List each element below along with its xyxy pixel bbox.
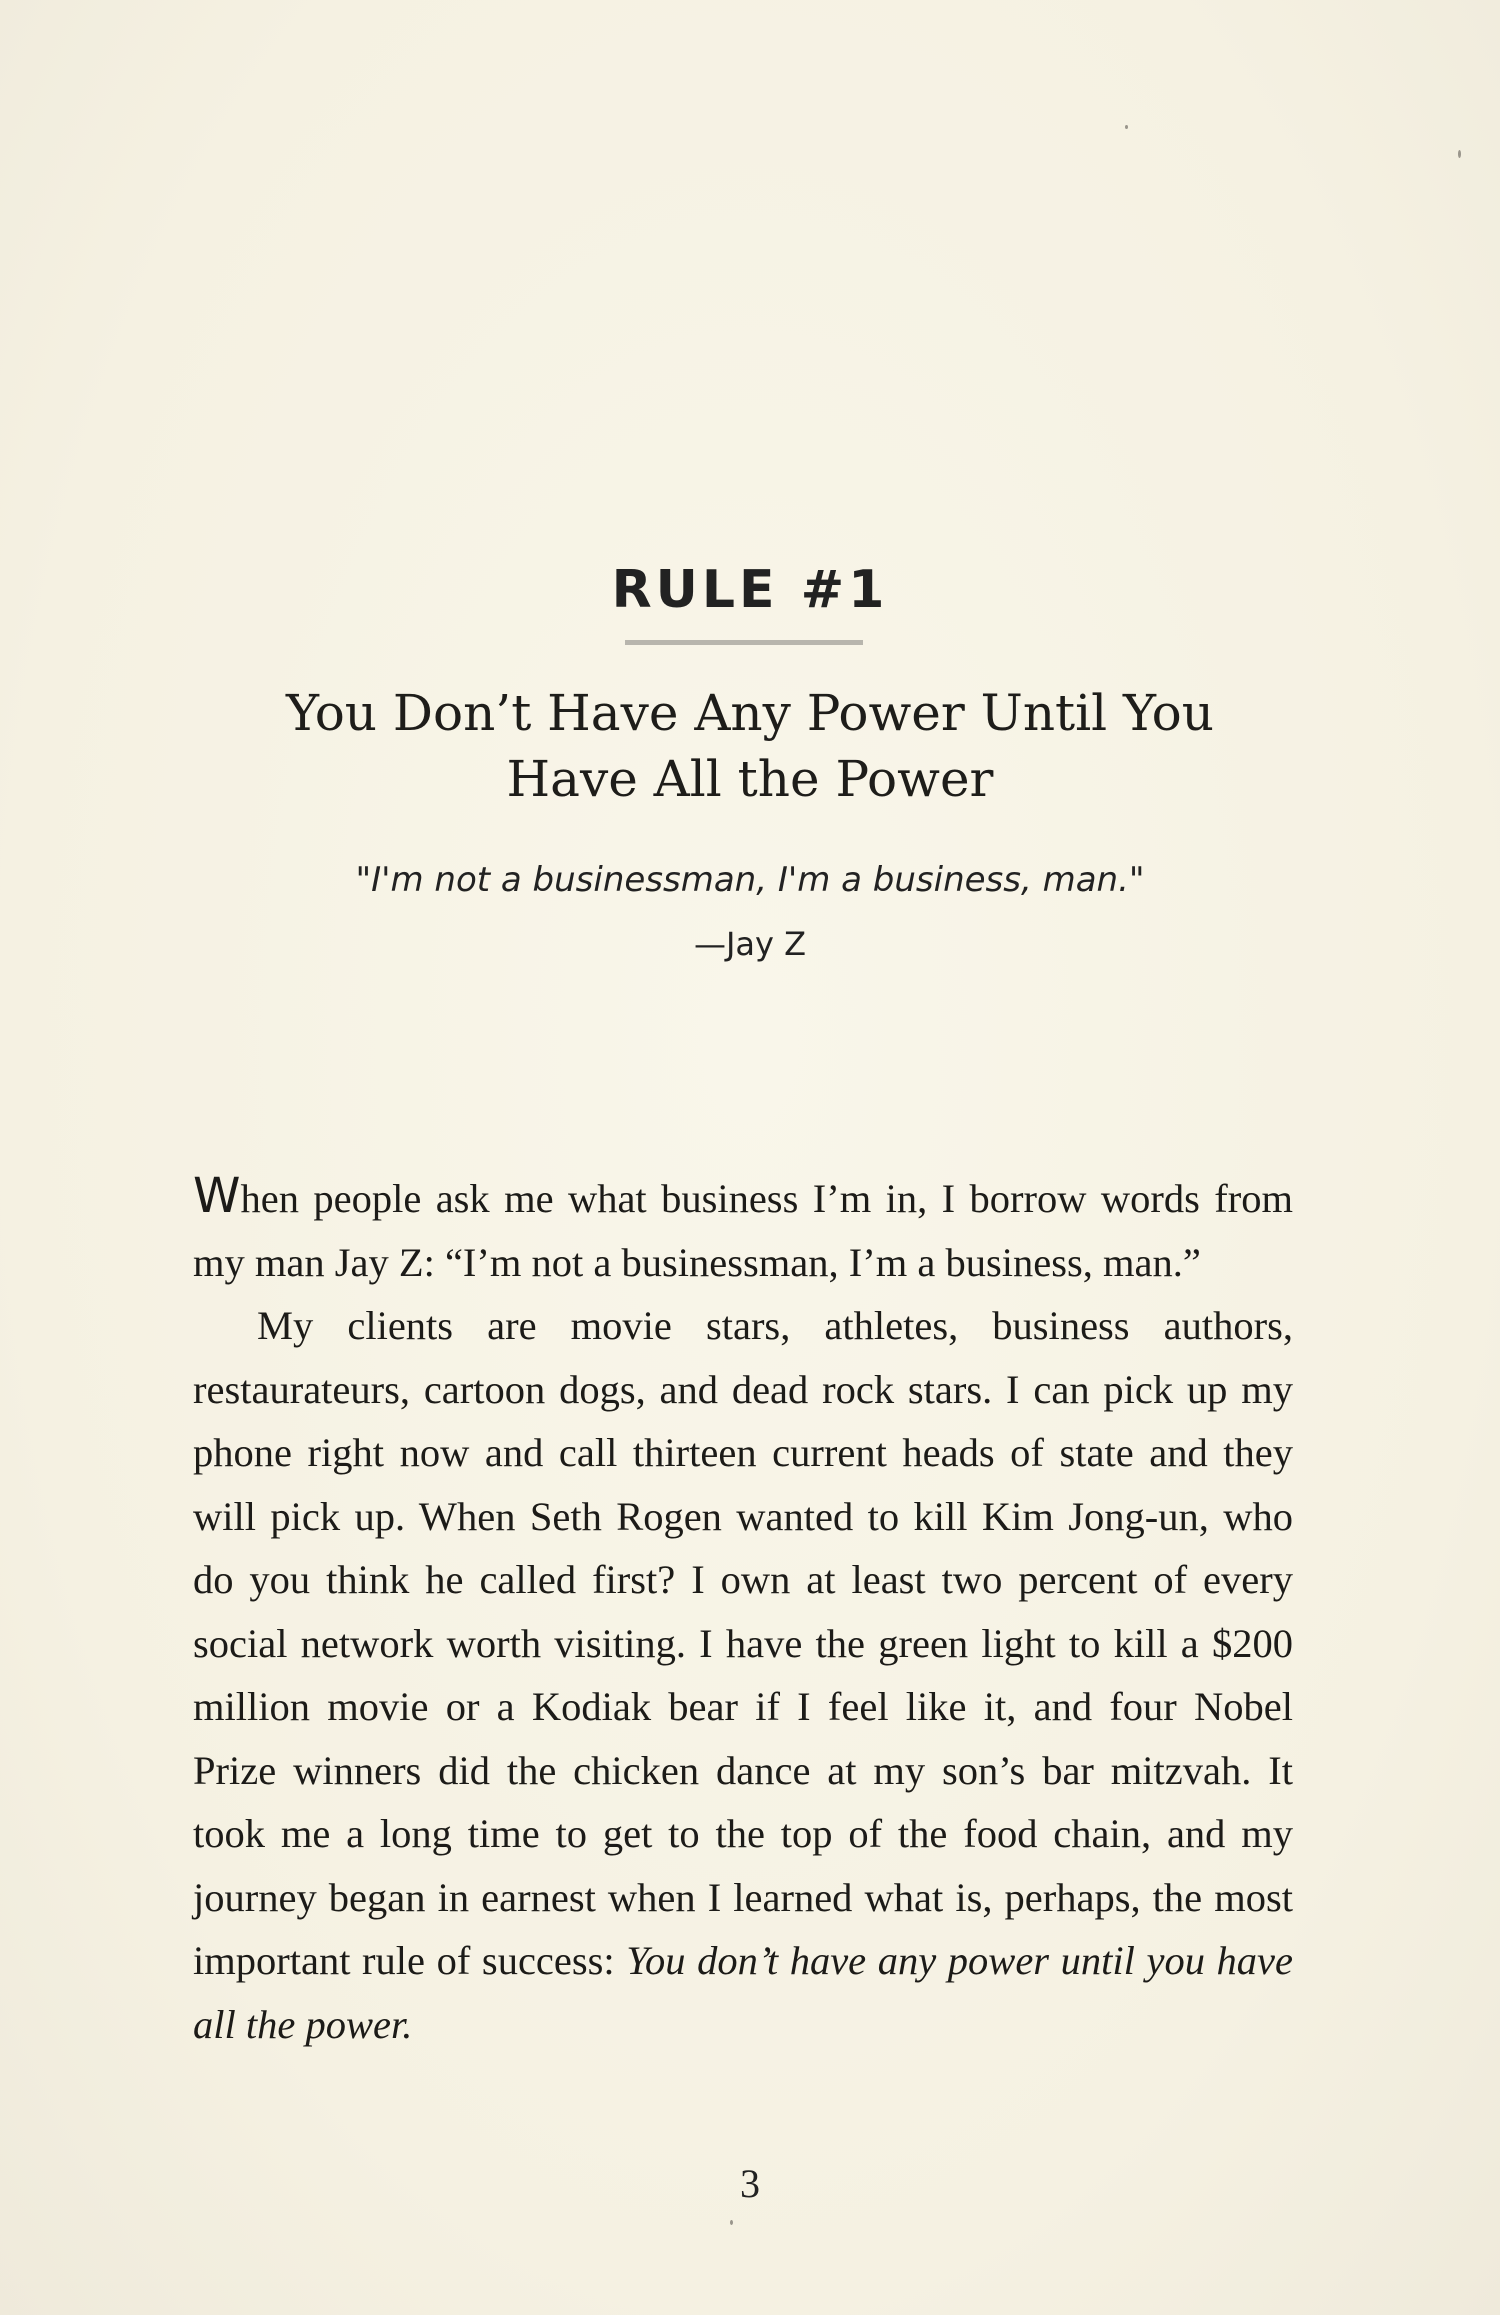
epigraph-quote: "I'm not a businessman, I'm a business, man." bbox=[355, 860, 1145, 900]
heading-divider bbox=[625, 640, 863, 645]
page-number: 3 bbox=[740, 2161, 760, 2206]
rule-number-heading: RULE #1 bbox=[611, 560, 889, 620]
paragraph-1 bbox=[193, 1165, 1293, 1294]
paragraph-2-emphasis: You don’t have any power until you have all the power. bbox=[193, 1938, 1293, 2047]
paragraph-2 bbox=[193, 1294, 1293, 2056]
chapter-title bbox=[0, 680, 1500, 812]
paper-speck bbox=[1458, 150, 1461, 158]
chapter-title-line-1: You Don’t Have Any Power Until You bbox=[286, 684, 1214, 742]
paragraph-1-text: hen people ask me what business I’m in, I borrow words from my man Jay Z: “I’m not a businessman, I’m a business, man.” bbox=[193, 1176, 1293, 1285]
paper-speck bbox=[730, 2220, 733, 2225]
paragraph-2-text: My clients are movie stars, athletes, business authors, restaurateurs, cartoon dogs, and dead rock stars. I can pick up my phone right now and call thirteen current heads of state and they will pick up. When Seth Rogen wanted to kill Kim Jong-un, who do you think he called first? I own at least two percent of every social network worth visiting. I have the green light to kill a $200 million movie or a Kodiak bear if I feel like it, and four Nobel Prize winners did the chicken dance at my son’s bar mitzvah. It took me a long time to get to the top of the food chain, and my journey began in earnest when I learned what is, perhaps, the most important rule of success: bbox=[193, 1303, 1293, 1983]
initial-letter: W bbox=[193, 1168, 241, 1224]
body-text bbox=[193, 1165, 1293, 2056]
paper-speck bbox=[1125, 125, 1128, 129]
chapter-title-line-2: Have All the Power bbox=[506, 750, 994, 808]
epigraph-attribution: —Jay Z bbox=[693, 925, 807, 963]
